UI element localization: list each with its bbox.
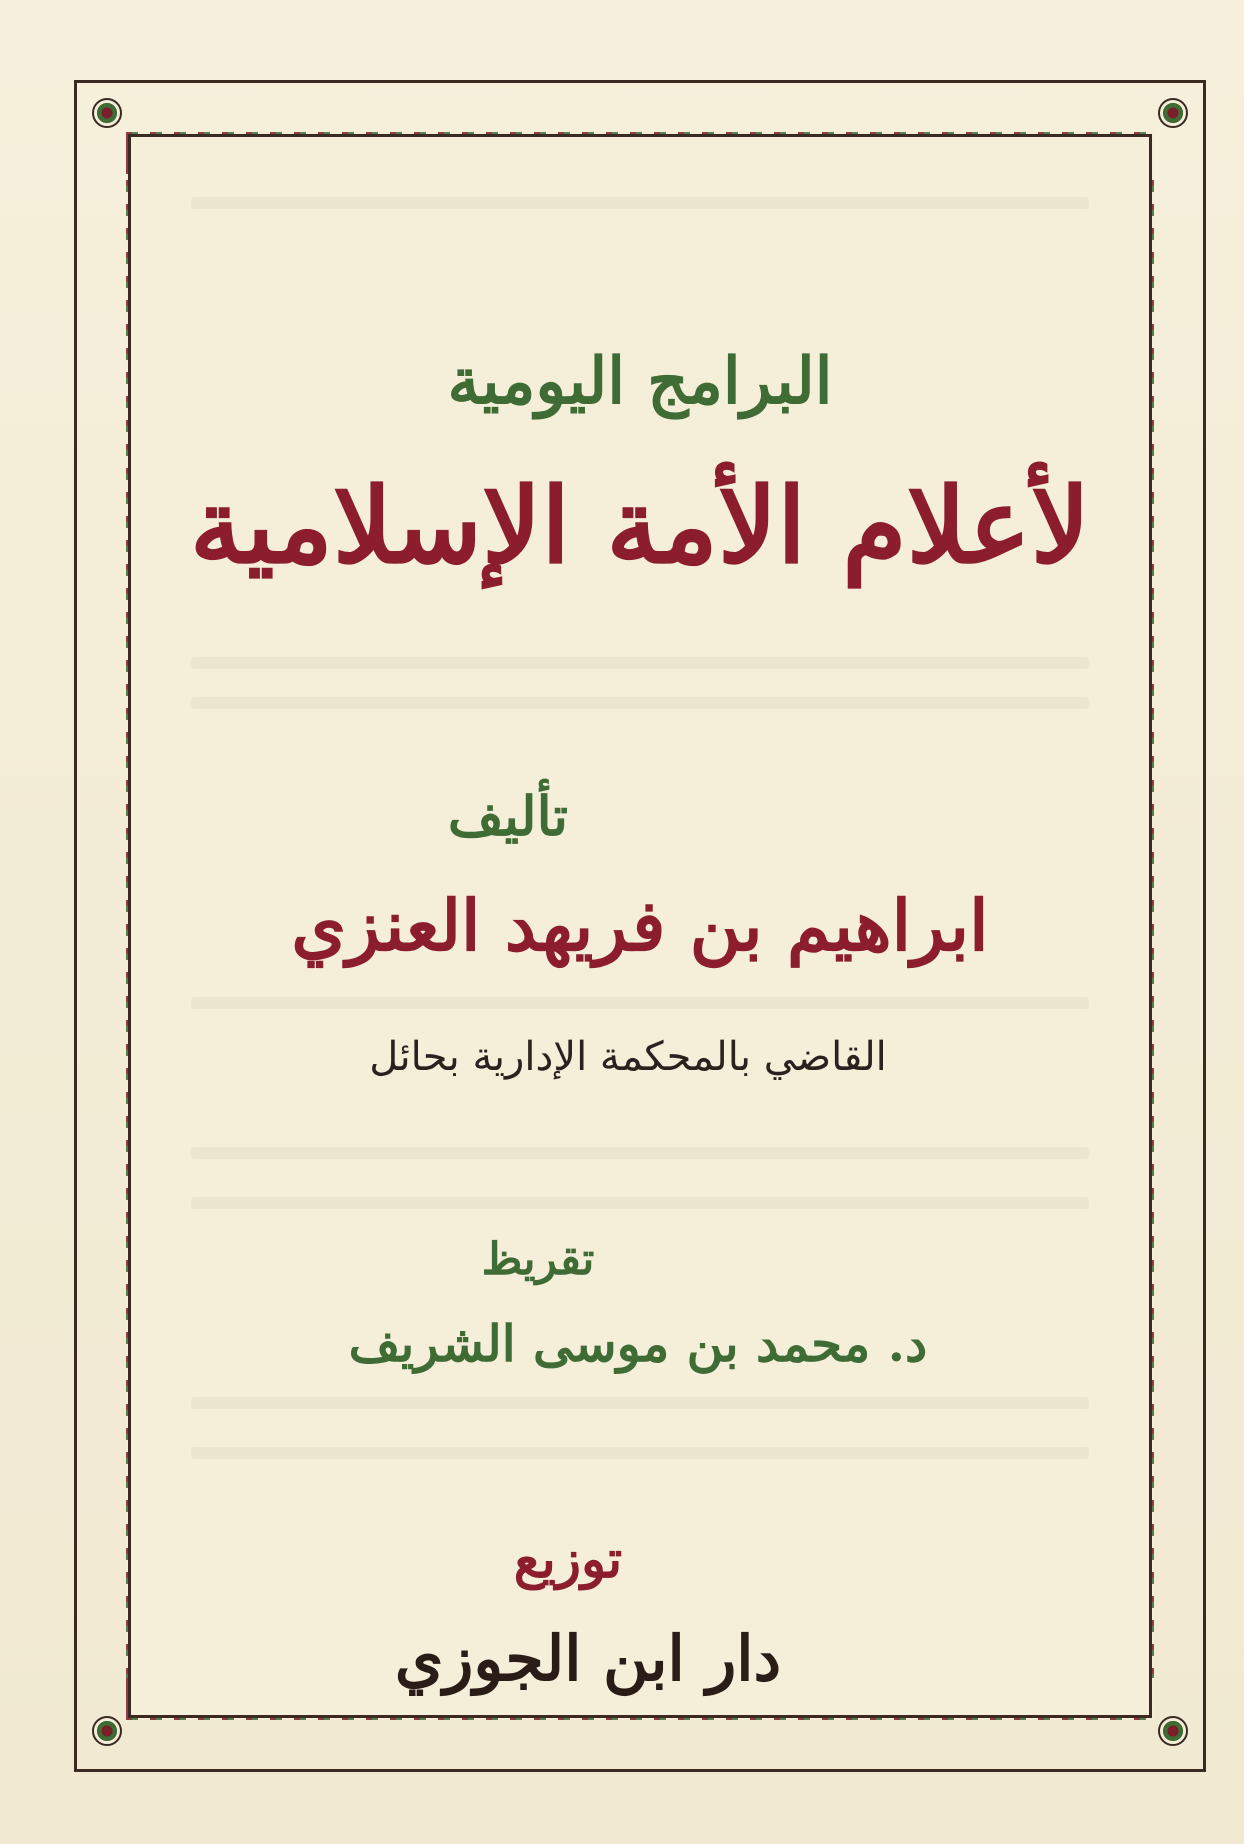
foreword-author: د. محمد بن موسى الشريف [348, 1314, 928, 1373]
author-name: ابراهيم بن فريهد العنزي [291, 884, 989, 967]
cover-content [128, 134, 1152, 1718]
distribution-label: توزيع [513, 1529, 623, 1590]
corner-rosette-icon [1158, 1716, 1188, 1746]
corner-rosette-icon [92, 1716, 122, 1746]
book-title: لأعلام الأمة الإسلامية [189, 464, 1091, 587]
publisher-name: دار ابن الجوزي [394, 1622, 782, 1695]
author-label: تأليف [447, 784, 569, 848]
author-position: القاضي بالمحكمة الإدارية بحائل [369, 1034, 887, 1080]
corner-rosette-icon [92, 98, 122, 128]
series-title: البرامج اليومية [447, 344, 833, 419]
corner-rosette-icon [1158, 98, 1188, 128]
foreword-label: تقريظ [481, 1234, 595, 1285]
